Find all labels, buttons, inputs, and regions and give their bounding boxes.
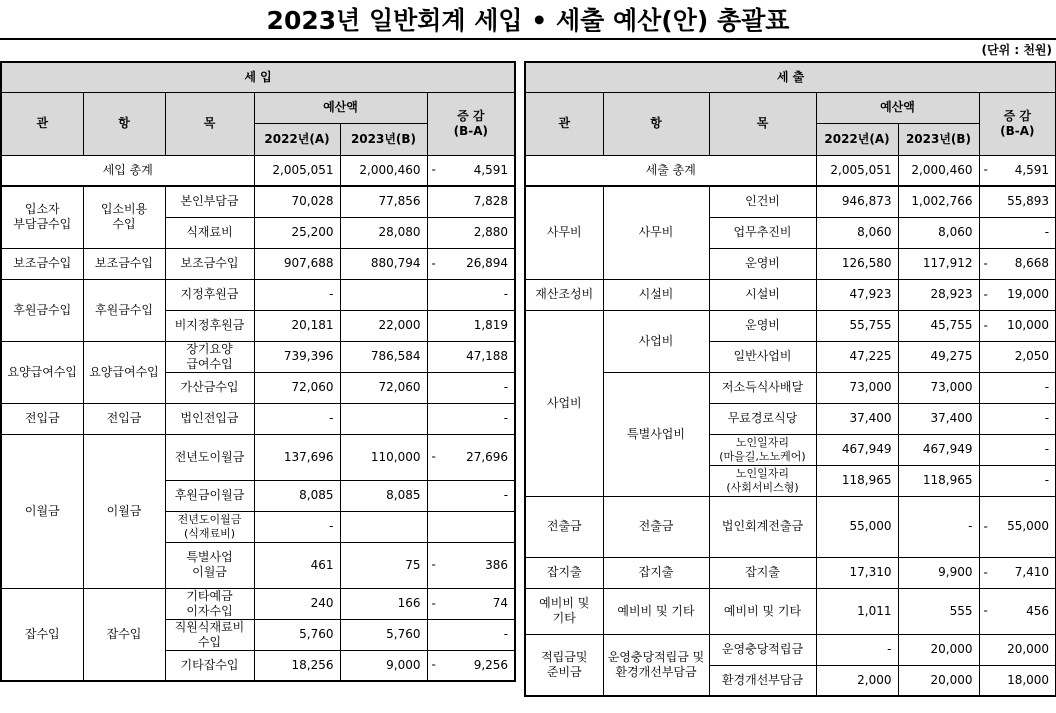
- diff-value: -: [503, 411, 509, 425]
- value-diff: [979, 588, 1056, 634]
- hang-cell: 요양급여수입: [83, 341, 165, 403]
- value-2022: 739,396: [254, 341, 340, 372]
- table-row: [525, 588, 1056, 634]
- hang-cell: 운영충당적립금 및 환경개선부담금: [603, 634, 709, 696]
- hang-cell: 예비비 및 기타: [603, 588, 709, 634]
- mok-cell: 환경개선부담금: [709, 665, 816, 696]
- table-row: [1, 588, 515, 619]
- value-2023: [340, 511, 427, 542]
- value-2023: 1,002,766: [898, 186, 979, 217]
- value-2022: 25,200: [254, 217, 340, 248]
- table-row: [1, 186, 515, 217]
- diff-value: -: [1044, 411, 1050, 425]
- value-2022: 55,755: [816, 310, 898, 341]
- table-row: [525, 186, 1056, 217]
- diff-value: 2,880: [473, 225, 509, 239]
- value-2022: 55,000: [816, 496, 898, 557]
- value-2022: -: [254, 279, 340, 310]
- expense-panel: [524, 61, 1056, 697]
- col-mok: 목: [709, 92, 816, 155]
- revenue-total-row: [1, 155, 515, 186]
- value-2022: 8,085: [254, 480, 340, 511]
- diff-value: 10,000: [1007, 318, 1050, 332]
- diff-sign: -: [983, 603, 988, 618]
- diff-value: 19,000: [1007, 287, 1050, 301]
- value-2022: 240: [254, 588, 340, 619]
- value-2023: 117,912: [898, 248, 979, 279]
- gwan-cell: 잡수입: [1, 588, 83, 681]
- mok-cell: 가산금수입: [165, 372, 254, 403]
- gwan-cell: 적립금및 준비금: [525, 634, 603, 696]
- value-diff: [427, 650, 515, 681]
- value-2023: -: [898, 496, 979, 557]
- total-2022: 2,005,051: [816, 155, 898, 186]
- diff-value: -: [1044, 473, 1050, 487]
- value-2022: 5,760: [254, 619, 340, 650]
- value-diff: [979, 665, 1056, 696]
- value-2022: 8,060: [816, 217, 898, 248]
- table-row: [525, 279, 1056, 310]
- col-budget: 예산액: [816, 92, 979, 123]
- mok-cell: 예비비 및 기타: [709, 588, 816, 634]
- revenue-panel: [0, 61, 516, 682]
- value-2023: 28,923: [898, 279, 979, 310]
- value-2023: 8,085: [340, 480, 427, 511]
- value-diff: [427, 310, 515, 341]
- diff-value: 8,668: [1014, 256, 1050, 270]
- diff-value: 2,050: [1014, 349, 1050, 363]
- col-2022: 2022년(A): [816, 123, 898, 155]
- value-2023: 20,000: [898, 665, 979, 696]
- table-row: [525, 557, 1056, 588]
- total-label: 세출 총계: [525, 155, 816, 186]
- value-diff: [979, 279, 1056, 310]
- hang-cell: 전입금: [83, 403, 165, 434]
- table-row: [525, 496, 1056, 557]
- diff-sign: -: [431, 449, 436, 464]
- value-2023: [340, 403, 427, 434]
- value-diff: [979, 465, 1056, 496]
- diff-value: 9,256: [473, 657, 509, 672]
- value-2022: 18,256: [254, 650, 340, 681]
- value-2023: 20,000: [898, 634, 979, 665]
- value-diff: [979, 248, 1056, 279]
- gwan-cell: 사무비: [525, 186, 603, 279]
- total-diff: [979, 155, 1056, 186]
- gwan-cell: 입소자 부담금수입: [1, 186, 83, 248]
- mok-cell: 인건비: [709, 186, 816, 217]
- value-2023: 555: [898, 588, 979, 634]
- col-hang: 항: [603, 92, 709, 155]
- diff-sign: -: [983, 565, 988, 579]
- mok-cell: 운영비: [709, 310, 816, 341]
- value-2023: 75: [340, 542, 427, 588]
- page-title: 2023년 일반회계 세입 • 세출 예산(안) 총괄표: [0, 0, 1056, 40]
- value-2023: 22,000: [340, 310, 427, 341]
- mok-cell: 잡지출: [709, 557, 816, 588]
- hang-cell: 시설비: [603, 279, 709, 310]
- hang-cell: 입소비용 수입: [83, 186, 165, 248]
- value-2022: 70,028: [254, 186, 340, 217]
- value-2022: 72,060: [254, 372, 340, 403]
- diff-value: -: [503, 380, 509, 394]
- mok-cell: 법인전입금: [165, 403, 254, 434]
- table-row: [1, 403, 515, 434]
- diff-sign: -: [983, 287, 988, 301]
- value-2022: 467,949: [816, 434, 898, 465]
- value-2023: 880,794: [340, 248, 427, 279]
- expense-total-row: [525, 155, 1056, 186]
- mok-cell: 무료경로식당: [709, 403, 816, 434]
- value-diff: [427, 619, 515, 650]
- value-diff: [979, 217, 1056, 248]
- revenue-section-header: 세 입: [1, 62, 515, 92]
- col-mok: 목: [165, 92, 254, 155]
- value-diff: [979, 186, 1056, 217]
- diff-value: 456: [1026, 603, 1050, 618]
- mok-cell: 업무추진비: [709, 217, 816, 248]
- diff-value: 386: [485, 557, 509, 572]
- total-2023: 2,000,460: [898, 155, 979, 186]
- value-2023: 37,400: [898, 403, 979, 434]
- value-2022: 73,000: [816, 372, 898, 403]
- mok-cell: 지정후원금: [165, 279, 254, 310]
- value-2023: 166: [340, 588, 427, 619]
- table-row: [1, 279, 515, 310]
- col-gwan: 관: [525, 92, 603, 155]
- col-gwan: 관: [1, 92, 83, 155]
- value-2023: 77,856: [340, 186, 427, 217]
- diff-sign: -: [431, 256, 436, 270]
- value-2023: 110,000: [340, 434, 427, 480]
- hang-cell: 특별사업비: [603, 372, 709, 496]
- hang-cell: 잡지출: [603, 557, 709, 588]
- total-label: 세입 총계: [1, 155, 254, 186]
- value-2022: 461: [254, 542, 340, 588]
- diff-sign: -: [431, 657, 436, 672]
- hang-cell: 사무비: [603, 186, 709, 279]
- col-2022: 2022년(A): [254, 123, 340, 155]
- mok-cell: 노인일자리 (마을길,노노케어): [709, 434, 816, 465]
- value-diff: [979, 341, 1056, 372]
- diff-sign: -: [431, 162, 436, 177]
- mok-cell: 일반사업비: [709, 341, 816, 372]
- revenue-table: [0, 61, 516, 682]
- table-row: [525, 372, 1056, 403]
- mok-cell: 직원식재료비 수입: [165, 619, 254, 650]
- total-2022: 2,005,051: [254, 155, 340, 186]
- value-diff: [427, 403, 515, 434]
- value-2022: 2,000: [816, 665, 898, 696]
- value-diff: [979, 434, 1056, 465]
- diff-value: -: [1044, 442, 1050, 456]
- gwan-cell: 재산조성비: [525, 279, 603, 310]
- value-diff: [979, 372, 1056, 403]
- value-2022: 118,965: [816, 465, 898, 496]
- col-2023: 2023년(B): [340, 123, 427, 155]
- value-diff: [427, 372, 515, 403]
- value-diff: [427, 217, 515, 248]
- value-diff: [427, 588, 515, 619]
- diff-value: 4,591: [473, 162, 509, 177]
- table-row: [525, 634, 1056, 665]
- diff-value: 74: [492, 596, 509, 610]
- mok-cell: 기타예금 이자수입: [165, 588, 254, 619]
- hang-cell: 이월금: [83, 434, 165, 588]
- diff-value: 27,696: [466, 449, 509, 464]
- value-2023: 28,080: [340, 217, 427, 248]
- table-row: [1, 434, 515, 480]
- col-diff: 증 감 (B-A): [427, 92, 515, 155]
- value-2023: [340, 279, 427, 310]
- diff-sign: -: [983, 162, 988, 177]
- value-2023: 72,060: [340, 372, 427, 403]
- value-diff: [427, 511, 515, 542]
- value-2022: 20,181: [254, 310, 340, 341]
- diff-value: 55,893: [1007, 194, 1050, 209]
- value-2023: 786,584: [340, 341, 427, 372]
- diff-sign: -: [431, 596, 436, 610]
- value-2022: -: [816, 634, 898, 665]
- mok-cell: 법인회계전출금: [709, 496, 816, 557]
- value-diff: [979, 557, 1056, 588]
- value-diff: [427, 434, 515, 480]
- diff-value: -: [503, 287, 509, 301]
- value-2023: 73,000: [898, 372, 979, 403]
- diff-value: 26,894: [466, 256, 509, 270]
- value-2022: 17,310: [816, 557, 898, 588]
- gwan-cell: 요양급여수입: [1, 341, 83, 403]
- value-2023: 8,060: [898, 217, 979, 248]
- value-diff: [979, 634, 1056, 665]
- expense-section-header: 세 출: [525, 62, 1056, 92]
- value-2023: 5,760: [340, 619, 427, 650]
- value-2023: 49,275: [898, 341, 979, 372]
- table-row: [525, 310, 1056, 341]
- value-2022: 37,400: [816, 403, 898, 434]
- value-diff: [427, 542, 515, 588]
- col-hang: 항: [83, 92, 165, 155]
- value-2023: 9,000: [340, 650, 427, 681]
- diff-value: 47,188: [466, 349, 509, 363]
- value-2023: 118,965: [898, 465, 979, 496]
- value-diff: [427, 248, 515, 279]
- gwan-cell: 사업비: [525, 310, 603, 496]
- value-2022: 126,580: [816, 248, 898, 279]
- diff-value: -: [1044, 380, 1050, 394]
- gwan-cell: 전입금: [1, 403, 83, 434]
- table-row: [1, 248, 515, 279]
- diff-sign: -: [983, 519, 988, 533]
- total-diff: [427, 155, 515, 186]
- value-diff: [979, 403, 1056, 434]
- diff-value: 18,000: [1007, 672, 1050, 687]
- mok-cell: 저소득식사배달: [709, 372, 816, 403]
- mok-cell: 장기요양 급여수입: [165, 341, 254, 372]
- gwan-cell: 보조금수입: [1, 248, 83, 279]
- col-diff: 증 감 (B-A): [979, 92, 1056, 155]
- value-2022: 907,688: [254, 248, 340, 279]
- diff-value: 7,410: [1014, 565, 1050, 579]
- mok-cell: 식재료비: [165, 217, 254, 248]
- mok-cell: 전년도이월금: [165, 434, 254, 480]
- mok-cell: 후원금이월금: [165, 480, 254, 511]
- value-2022: 137,696: [254, 434, 340, 480]
- value-2022: 1,011: [816, 588, 898, 634]
- gwan-cell: 후원금수입: [1, 279, 83, 341]
- value-diff: [979, 310, 1056, 341]
- value-2022: 47,923: [816, 279, 898, 310]
- mok-cell: 시설비: [709, 279, 816, 310]
- diff-value: 55,000: [1007, 519, 1050, 533]
- col-2023: 2023년(B): [898, 123, 979, 155]
- value-2023: 45,755: [898, 310, 979, 341]
- value-2023: 467,949: [898, 434, 979, 465]
- diff-value: -: [503, 627, 509, 641]
- value-2022: 47,225: [816, 341, 898, 372]
- hang-cell: 보조금수입: [83, 248, 165, 279]
- hang-cell: 사업비: [603, 310, 709, 372]
- hang-cell: 전출금: [603, 496, 709, 557]
- diff-value: 20,000: [1007, 642, 1050, 656]
- hang-cell: 후원금수입: [83, 279, 165, 341]
- mok-cell: 본인부담금: [165, 186, 254, 217]
- diff-value: 7,828: [473, 194, 509, 209]
- value-diff: [427, 341, 515, 372]
- total-2023: 2,000,460: [340, 155, 427, 186]
- diff-sign: -: [431, 557, 436, 572]
- diff-sign: -: [983, 318, 988, 332]
- diff-sign: -: [983, 256, 988, 270]
- diff-value: 1,819: [473, 318, 509, 332]
- mok-cell: 운영충당적립금: [709, 634, 816, 665]
- mok-cell: 보조금수입: [165, 248, 254, 279]
- mok-cell: 특별사업 이월금: [165, 542, 254, 588]
- gwan-cell: 예비비 및 기타: [525, 588, 603, 634]
- table-row: [1, 341, 515, 372]
- value-diff: [427, 186, 515, 217]
- gwan-cell: 전출금: [525, 496, 603, 557]
- diff-value: 4,591: [1014, 162, 1050, 177]
- mok-cell: 전년도이월금 (식재료비): [165, 511, 254, 542]
- value-2022: 946,873: [816, 186, 898, 217]
- gwan-cell: 잡지출: [525, 557, 603, 588]
- mok-cell: 운영비: [709, 248, 816, 279]
- gwan-cell: 이월금: [1, 434, 83, 588]
- unit-label: (단위 : 천원): [981, 43, 1052, 57]
- diff-value: -: [503, 488, 509, 502]
- mok-cell: 비지정후원금: [165, 310, 254, 341]
- value-2022: -: [254, 403, 340, 434]
- col-budget: 예산액: [254, 92, 427, 123]
- expense-table: [524, 61, 1056, 697]
- value-2022: -: [254, 511, 340, 542]
- diff-value: -: [1044, 225, 1050, 239]
- mok-cell: 노인일자리 (사회서비스형): [709, 465, 816, 496]
- value-2023: 9,900: [898, 557, 979, 588]
- mok-cell: 기타잡수입: [165, 650, 254, 681]
- hang-cell: 잡수입: [83, 588, 165, 681]
- value-diff: [427, 279, 515, 310]
- value-diff: [427, 480, 515, 511]
- value-diff: [979, 496, 1056, 557]
